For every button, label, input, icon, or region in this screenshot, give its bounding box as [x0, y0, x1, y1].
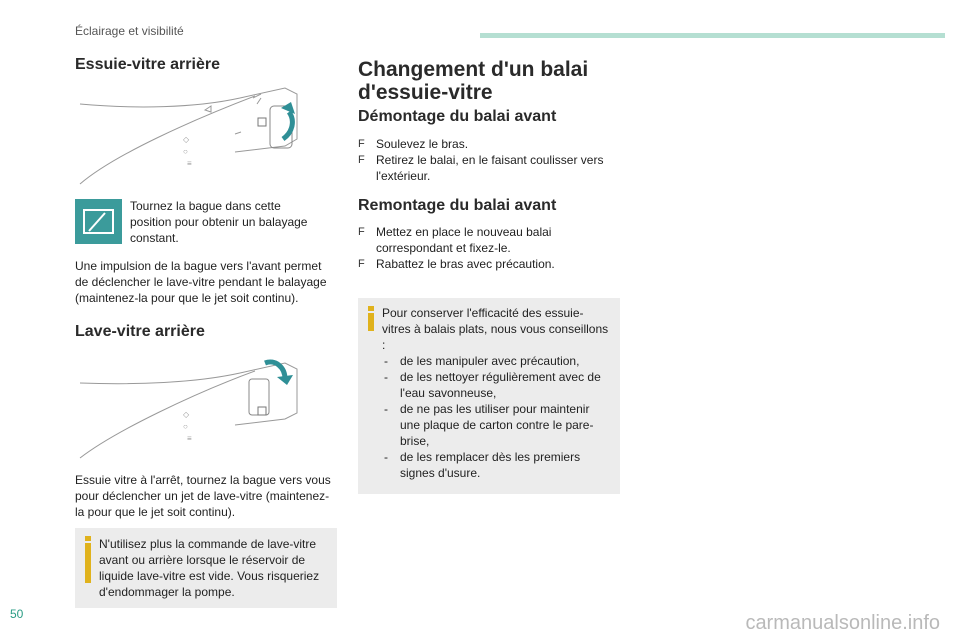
- list-item: - de les nettoyer régulièrement avec de l'eau savonneuse,: [382, 369, 610, 401]
- list-item: F Retirez le balai, en le faisant coulisser vers l'extérieur.: [358, 152, 620, 184]
- svg-text:○: ○: [183, 147, 188, 156]
- list-item: F Soulevez le bras.: [358, 136, 620, 152]
- advice-note-box: [358, 298, 620, 494]
- svg-text:◇: ◇: [183, 410, 190, 419]
- refit-steps: [358, 224, 620, 272]
- icon-caption: Tournez la bague dans cette position pour obtenir un balayage constant.: [130, 199, 308, 245]
- stalk-wiper-illustration: [75, 84, 315, 188]
- list-item: - de ne pas les utiliser pour maintenir une plaque de carton contre le pare-brise,: [382, 401, 610, 449]
- removal-steps: [358, 136, 620, 184]
- list-item: F Mettez en place le nouveau balai correspondant et fixez-le.: [358, 224, 620, 256]
- stalk-washer-illustration: [75, 353, 315, 463]
- list-item: F Rabattez le bras avec précaution.: [358, 256, 620, 272]
- info-icon: [85, 536, 91, 583]
- header-bar: [480, 33, 945, 38]
- advice-intro: Pour conserver l'efficacité des essuie-vitres à balais plats, nous vous conseillons :: [382, 306, 609, 352]
- refit-title: Remontage du balai avant: [358, 197, 557, 214]
- rear-wiper-paragraph: Une impulsion de la bague vers l'avant permet de déclencher le lave-vitre pendant le balayage (maintenez-la pour que le jet soit continu).: [75, 259, 327, 305]
- rear-washer-title: Lave-vitre arrière: [75, 323, 205, 340]
- svg-text:≡: ≡: [187, 434, 192, 443]
- removal-title: Démontage du balai avant: [358, 108, 557, 125]
- watermark-text: carmanualsonline.info: [745, 612, 940, 634]
- svg-text:≡: ≡: [187, 159, 192, 168]
- info-icon: [368, 306, 374, 331]
- list-item: - de les remplacer dès les premiers signes d'usure.: [382, 449, 610, 481]
- advice-note-text: [382, 305, 610, 481]
- wiper-change-title: Changement d'un balai d'essuie-vitre: [358, 58, 589, 104]
- advice-list: [382, 353, 610, 481]
- rear-wiper-icon: [75, 199, 122, 244]
- section-title: Éclairage et visibilité: [75, 24, 184, 38]
- warning-note-text: N'utilisez plus la commande de lave-vitre avant ou arrière lorsque le réservoir de liquide lave-vitre est vide. Vous risqueriez d'endommager la pompe.: [99, 537, 320, 599]
- page-number: 50: [10, 607, 24, 621]
- list-item: - de les manipuler avec précaution,: [382, 353, 610, 369]
- warning-note-box: [75, 528, 337, 608]
- rear-washer-paragraph: Essuie vitre à l'arrêt, tournez la bague vers vous pour déclencher un jet de lave-vitre (maintenez-la pour que le jet soit continu).: [75, 473, 331, 519]
- svg-text:◇: ◇: [183, 135, 190, 144]
- rear-wiper-title: Essuie-vitre arrière: [75, 56, 220, 73]
- svg-text:○: ○: [183, 422, 188, 431]
